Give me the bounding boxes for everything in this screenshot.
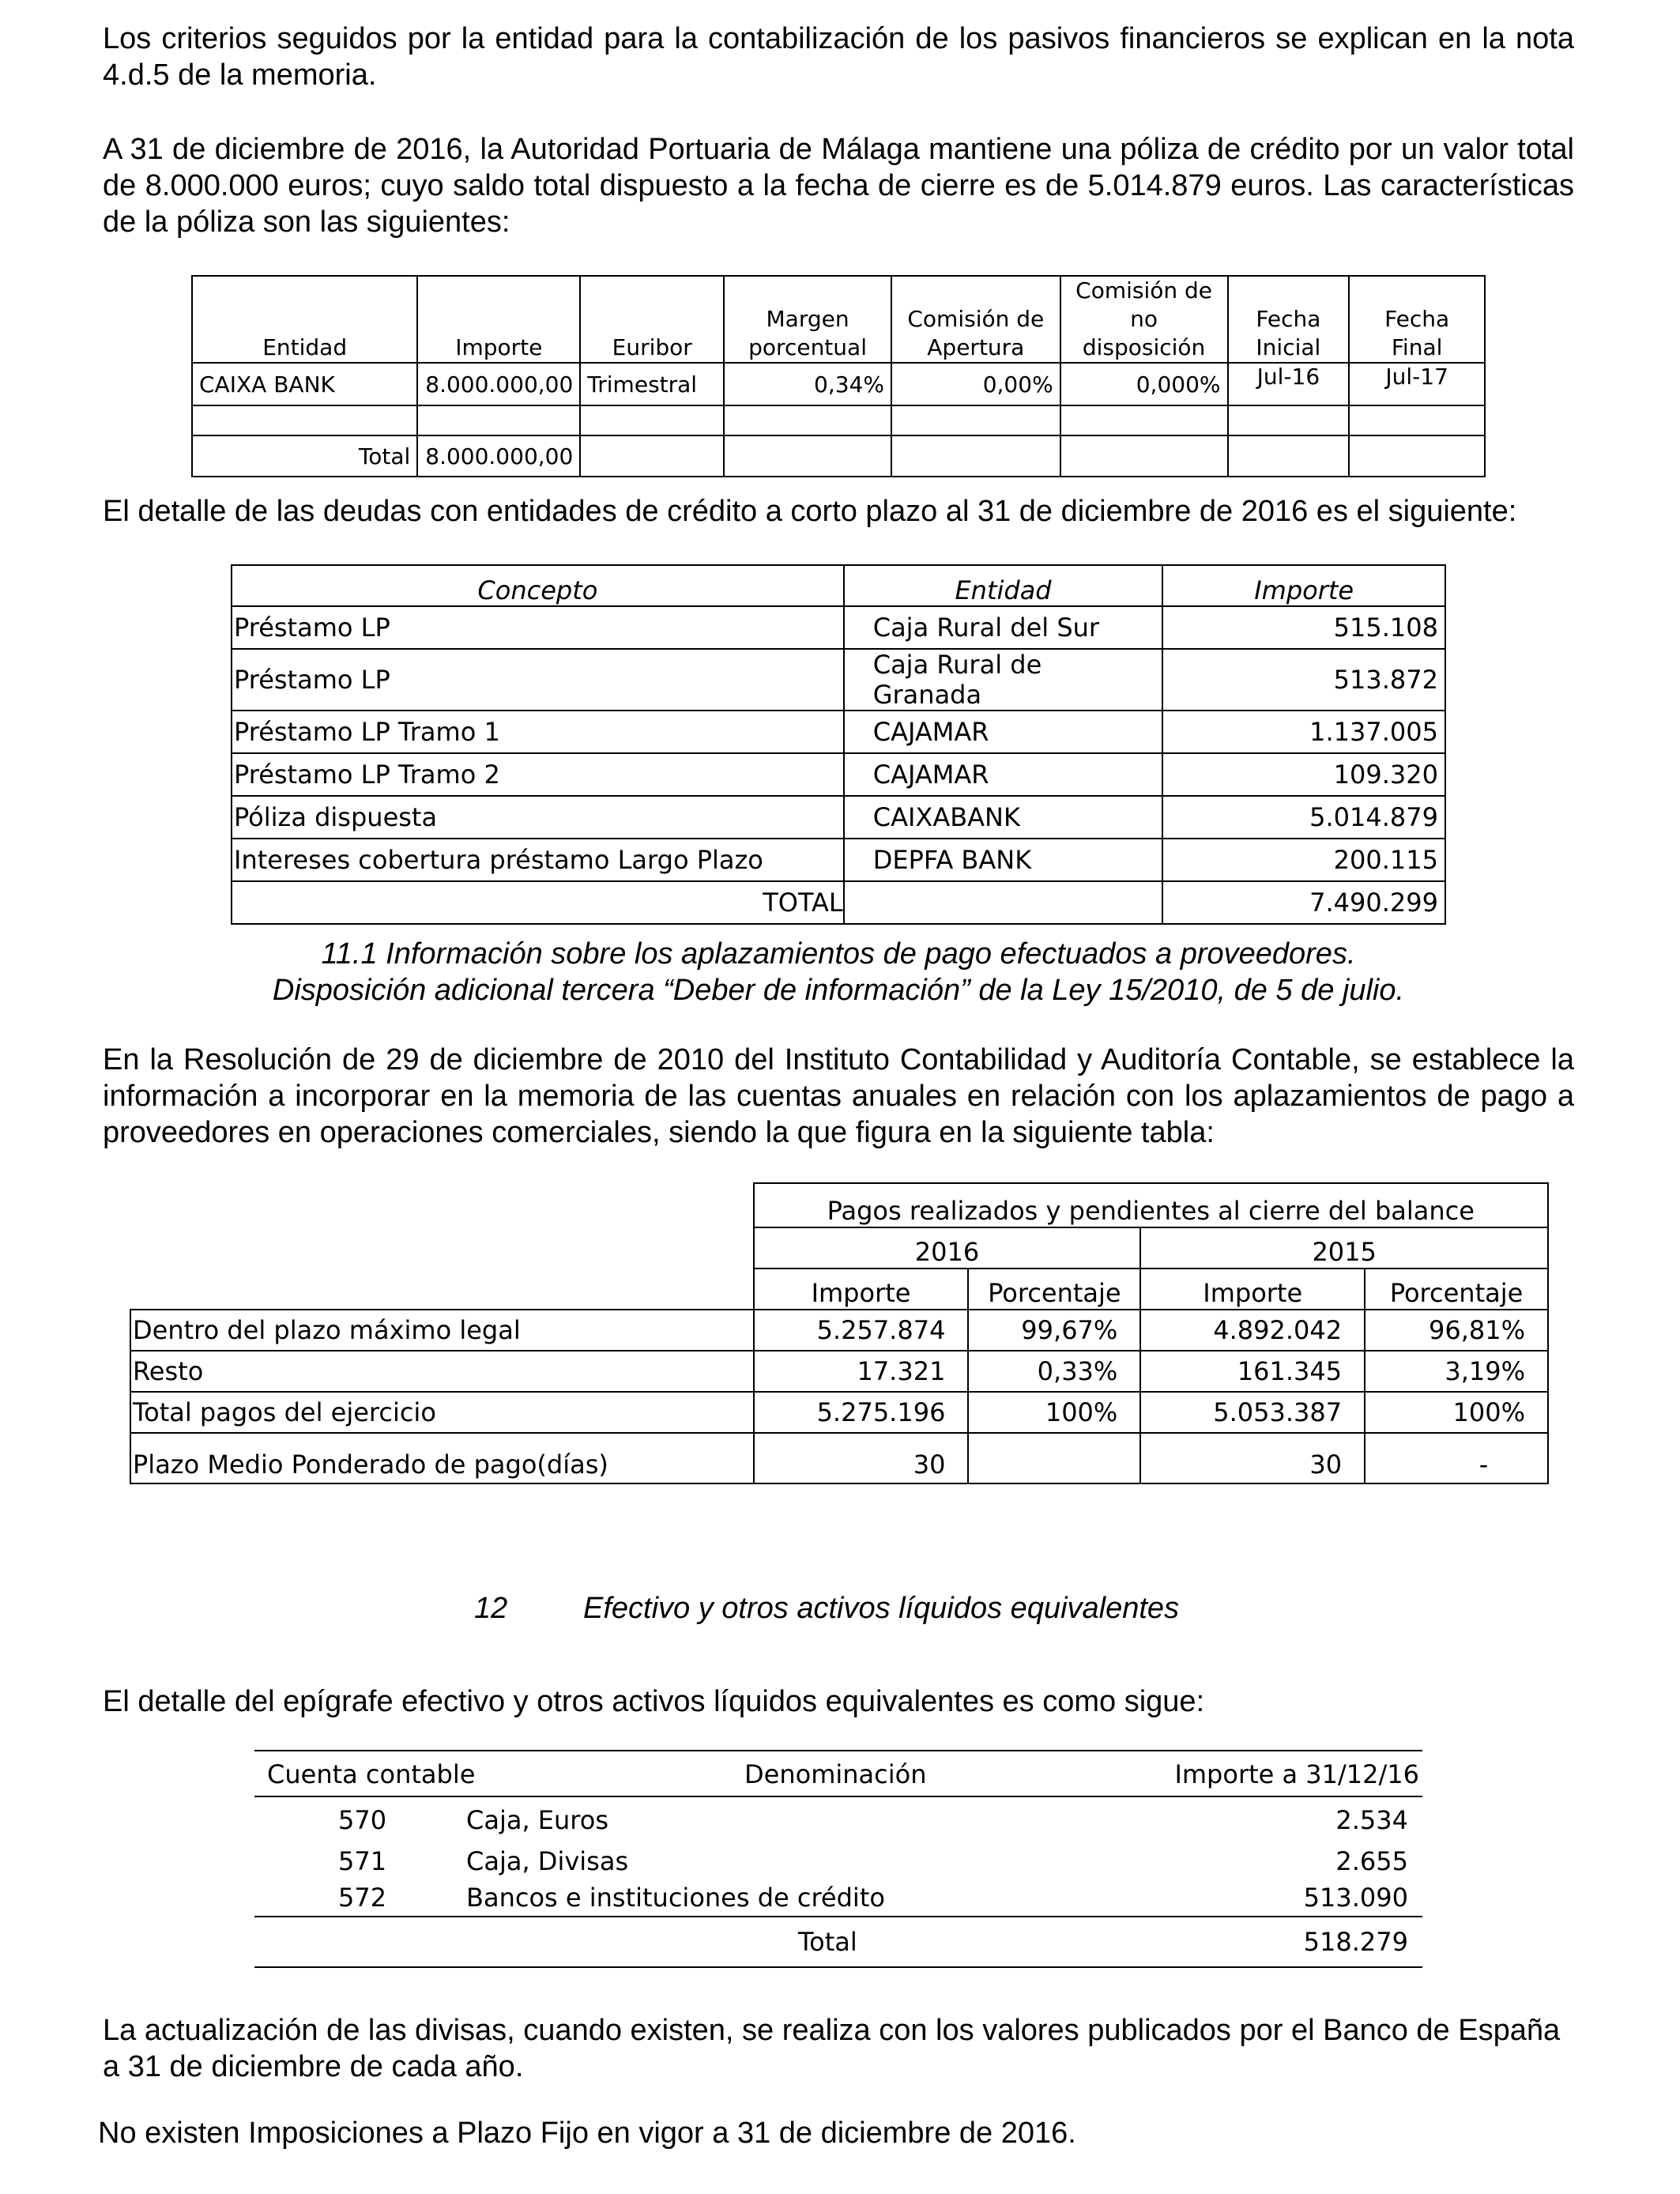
cell-concepto: Préstamo LP bbox=[232, 649, 844, 711]
header-euribor: Euribor bbox=[580, 276, 724, 363]
cell-apertura: 0,00% bbox=[891, 363, 1060, 405]
cell-importe: 200.115 bbox=[1162, 839, 1445, 881]
poliza-total-row bbox=[192, 435, 1485, 477]
deudas-total-row bbox=[232, 881, 1445, 924]
row-label: Total pagos del ejercicio bbox=[130, 1392, 754, 1433]
header-no-disposicion: Comisión de no disposición bbox=[1060, 276, 1228, 363]
deudas-total-label: TOTAL bbox=[232, 881, 844, 924]
col-porcentaje-2016: Porcentaje bbox=[968, 1269, 1140, 1310]
header-cuenta: Cuenta contable bbox=[267, 1759, 476, 1789]
table-row bbox=[232, 796, 1445, 839]
cell-importe-2015: 4.892.042 bbox=[1140, 1310, 1365, 1351]
paragraph-pasivos: Los criterios seguidos por la entidad para la contabilización de los pasivos financieros se explican en la nota 4.d.5 de la memoria. bbox=[103, 22, 1574, 92]
row-label: Resto bbox=[130, 1351, 754, 1392]
cell-entidad: CAJAMAR bbox=[844, 753, 1163, 796]
header-importe: Importe bbox=[1162, 565, 1445, 606]
table-row bbox=[254, 1838, 1422, 1879]
cell-entidad: DEPFA BANK bbox=[844, 839, 1163, 881]
paragraph-poliza: A 31 de diciembre de 2016, la Autoridad Portuaria de Málaga mantiene una póliza de crédito por un valor total de 8.000.000 euros; cuyo saldo total dispuesto a la fecha de cierre es de 5.014.879 euros. Las características de la póliza son las siguientes: bbox=[103, 133, 1574, 239]
cell-no-disposicion: 0,000% bbox=[1060, 363, 1228, 405]
cell-entidad: CAJAMAR bbox=[844, 711, 1163, 753]
cell-concepto: Intereses cobertura préstamo Largo Plazo bbox=[232, 839, 844, 881]
poliza-empty-row bbox=[192, 405, 1485, 435]
table-row bbox=[130, 1351, 1548, 1392]
pagos-table bbox=[130, 1182, 1549, 1484]
cell-importe-2016: 17.321 bbox=[754, 1351, 969, 1392]
pagos-title-row bbox=[130, 1183, 1548, 1227]
cell-importe: 1.137.005 bbox=[1162, 711, 1445, 753]
cell-importe-2015: 161.345 bbox=[1140, 1351, 1365, 1392]
cell-denominacion: Caja, Euros bbox=[466, 1805, 608, 1835]
cell-porcentaje-2016: 99,67% bbox=[968, 1310, 1140, 1351]
header-importe: Importe a 31/12/16 bbox=[1174, 1759, 1419, 1789]
cell-importe-2016: 5.257.874 bbox=[754, 1310, 969, 1351]
poliza-table bbox=[191, 275, 1486, 477]
cell-importe-2016: 5.275.196 bbox=[754, 1392, 969, 1433]
cell-concepto: Préstamo LP Tramo 2 bbox=[232, 753, 844, 796]
cell-importe: 513.090 bbox=[1303, 1883, 1408, 1913]
poliza-header-row bbox=[192, 276, 1485, 363]
efectivo-total-value: 518.279 bbox=[1303, 1927, 1408, 1957]
cell-denominacion: Bancos e instituciones de crédito bbox=[466, 1883, 885, 1913]
cell-importe: 8.000.000,00 bbox=[417, 363, 580, 405]
pagos-columns-row bbox=[130, 1269, 1548, 1310]
cell-importe: 515.108 bbox=[1162, 606, 1445, 649]
header-entidad: Entidad bbox=[192, 276, 417, 363]
efectivo-table bbox=[254, 1750, 1422, 1968]
header-margen: Margen porcentual bbox=[724, 276, 891, 363]
table-row bbox=[254, 1797, 1422, 1838]
cell-fecha-inicial: Jul-16 bbox=[1228, 363, 1350, 405]
table-row bbox=[254, 1879, 1422, 1917]
table-row bbox=[232, 711, 1445, 753]
cell-entidad: CAIXA BANK bbox=[192, 363, 417, 405]
cell-entidad: Caja Rural del Sur bbox=[844, 606, 1163, 649]
cell-margen: 0,34% bbox=[724, 363, 891, 405]
header-apertura: Comisión de Apertura bbox=[891, 276, 1060, 363]
pagos-plazo-row bbox=[130, 1433, 1548, 1483]
header-denominacion: Denominación bbox=[744, 1759, 927, 1789]
section-12-number: 12 bbox=[474, 1592, 508, 1625]
poliza-row bbox=[192, 363, 1485, 405]
table-row bbox=[232, 606, 1445, 649]
cell-cuenta: 570 bbox=[338, 1805, 387, 1835]
poliza-total-value: 8.000.000,00 bbox=[417, 435, 580, 477]
row-label: Dentro del plazo máximo legal bbox=[130, 1310, 754, 1351]
col-importe-2016: Importe bbox=[754, 1269, 969, 1310]
cell-importe: 5.014.879 bbox=[1162, 796, 1445, 839]
cell-importe: 109.320 bbox=[1162, 753, 1445, 796]
table-row bbox=[232, 753, 1445, 796]
cell-concepto: Préstamo LP bbox=[232, 606, 844, 649]
cell-cuenta: 571 bbox=[338, 1846, 387, 1876]
plazo-2015-porcentaje: - bbox=[1365, 1433, 1548, 1483]
cell-porcentaje-2016: 100% bbox=[968, 1392, 1140, 1433]
cell-entidad: CAIXABANK bbox=[844, 796, 1163, 839]
header-fecha-inicial: Fecha Inicial bbox=[1228, 276, 1350, 363]
cell-euribor: Trimestral bbox=[580, 363, 724, 405]
section-11-1-heading: 11.1 Información sobre los aplazamientos de pago efectuados a proveedores. Disposición adicional tercera “Deber de información” de la Ley 15/2010, de 5 de julio. bbox=[272, 937, 1405, 1007]
plazo-label: Plazo Medio Ponderado de pago(días) bbox=[130, 1433, 754, 1483]
pagos-year-row bbox=[130, 1227, 1548, 1269]
paragraph-efectivo: El detalle del epígrafe efectivo y otros activos líquidos equivalentes es como sigue: bbox=[103, 1685, 1205, 1718]
paragraph-deudas: El detalle de las deudas con entidades de crédito a corto plazo al 31 de diciembre de 2016 es el siguiente: bbox=[103, 495, 1517, 528]
efectivo-total-label: Total bbox=[798, 1927, 857, 1957]
cell-importe: 2.655 bbox=[1335, 1846, 1408, 1876]
paragraph-divisas: La actualización de las divisas, cuando existen, se realiza con los valores publicados por el Banco de España a 31 de diciembre de cada año. bbox=[103, 2014, 1561, 2083]
header-entidad: Entidad bbox=[844, 565, 1163, 606]
cell-entidad: Caja Rural de Granada bbox=[844, 649, 1163, 711]
year-2015: 2015 bbox=[1140, 1227, 1548, 1269]
table-row bbox=[232, 839, 1445, 881]
header-importe: Importe bbox=[417, 276, 580, 363]
year-2016: 2016 bbox=[754, 1227, 1141, 1269]
paragraph-resolucion: En la Resolución de 29 de diciembre de 2010 del Instituto Contabilidad y Auditoría Contable, se establece la información a incorporar en la memoria de las cuentas anuales en relación con los aplazamientos de pago a proveedores en operaciones comerciales, siendo la que figura en la siguiente tabla: bbox=[103, 1043, 1574, 1149]
plazo-2016: 30 bbox=[754, 1433, 969, 1483]
cell-importe-2015: 5.053.387 bbox=[1140, 1392, 1365, 1433]
cell-importe: 2.534 bbox=[1335, 1805, 1408, 1835]
efectivo-header-row bbox=[254, 1751, 1422, 1797]
cell-cuenta: 572 bbox=[338, 1883, 387, 1913]
cell-porcentaje-2015: 100% bbox=[1365, 1392, 1548, 1433]
paragraph-imposiciones: No existen Imposiciones a Plazo Fijo en vigor a 31 de diciembre de 2016. bbox=[98, 2117, 1076, 2150]
header-concepto: Concepto bbox=[232, 565, 844, 606]
deudas-table bbox=[231, 564, 1446, 925]
table-row bbox=[130, 1310, 1548, 1351]
cell-concepto: Préstamo LP Tramo 1 bbox=[232, 711, 844, 753]
cell-porcentaje-2015: 96,81% bbox=[1365, 1310, 1548, 1351]
cell-porcentaje-2015: 3,19% bbox=[1365, 1351, 1548, 1392]
col-porcentaje-2015: Porcentaje bbox=[1365, 1269, 1548, 1310]
efectivo-total-row bbox=[254, 1917, 1422, 1968]
table-row bbox=[232, 649, 1445, 711]
col-importe-2015: Importe bbox=[1140, 1269, 1365, 1310]
cell-importe: 513.872 bbox=[1162, 649, 1445, 711]
deudas-header-row bbox=[232, 565, 1445, 606]
cell-denominacion: Caja, Divisas bbox=[466, 1846, 629, 1876]
table-row bbox=[130, 1392, 1548, 1433]
section-12-title: Efectivo y otros activos líquidos equivalentes bbox=[583, 1592, 1180, 1625]
pagos-title: Pagos realizados y pendientes al cierre del balance bbox=[754, 1183, 1548, 1227]
header-fecha-final: Fecha Final bbox=[1349, 276, 1485, 363]
cell-concepto: Póliza dispuesta bbox=[232, 796, 844, 839]
plazo-2015: 30 bbox=[1140, 1433, 1365, 1483]
deudas-total-value: 7.490.299 bbox=[1162, 881, 1445, 924]
poliza-total-label: Total bbox=[192, 435, 417, 477]
cell-fecha-final: Jul-17 bbox=[1349, 363, 1485, 405]
cell-porcentaje-2016: 0,33% bbox=[968, 1351, 1140, 1392]
